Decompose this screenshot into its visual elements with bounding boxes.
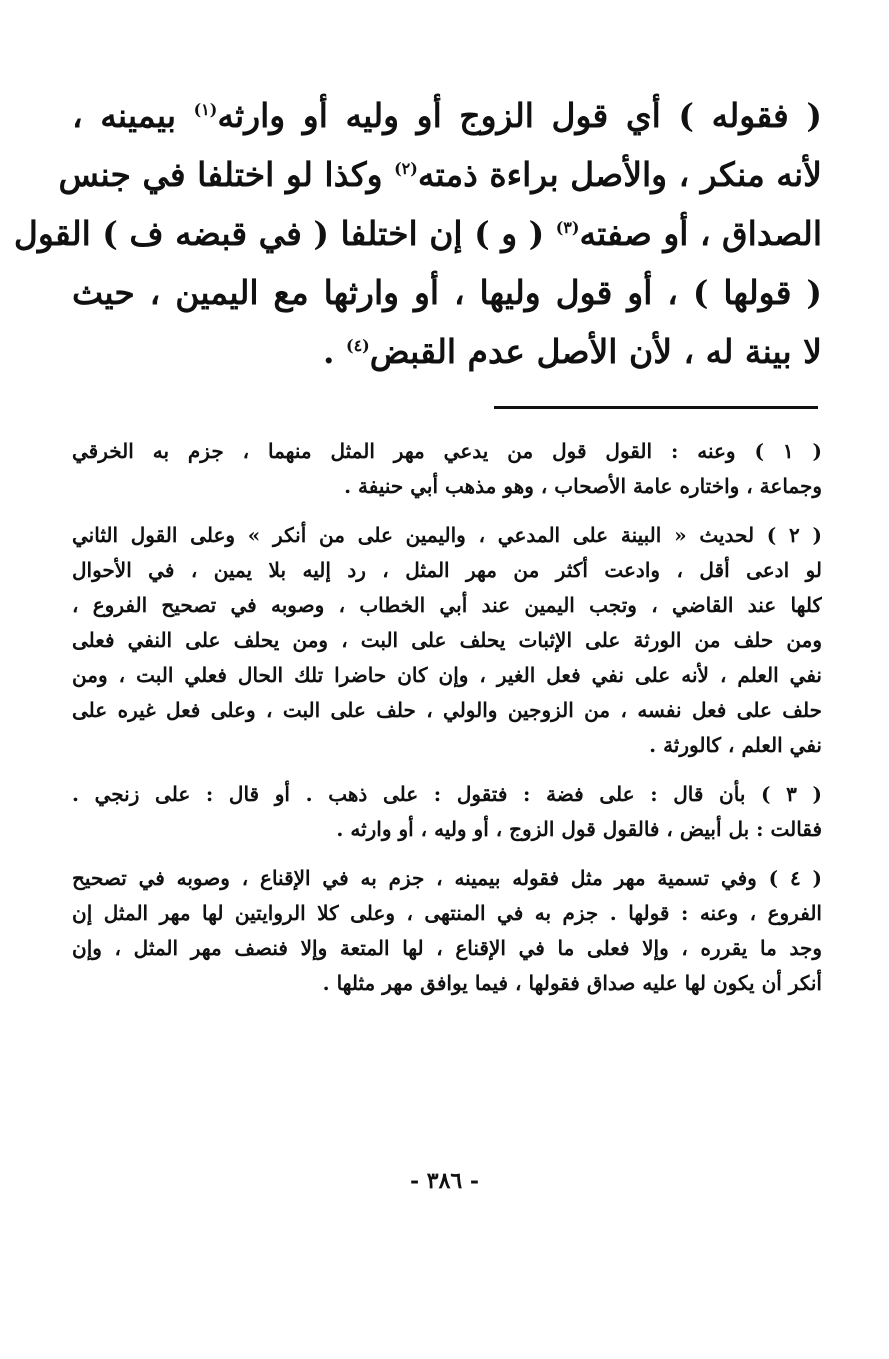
main-line-text: الصداق ، أو صفته xyxy=(579,214,822,253)
footnote-ref-1[interactable]: (١) xyxy=(193,100,218,119)
footnote-2 xyxy=(72,518,822,763)
footnote-1 xyxy=(72,434,822,504)
footnote-line: حلف على فعل نفسه ، من الزوجين والولي ، حلف على البت ، وعلى فعل غيره على xyxy=(72,698,822,722)
footnote-line: أنكر أن يكون لها عليه صداق فقولها ، فيما يوافق مهر مثلها . xyxy=(322,971,822,995)
footnote-line: الفروع ، وعنه : قولها . جزم به في المنتهى ، وعلى كلا الروايتين لها مهر المثل إن xyxy=(72,901,822,925)
main-line-text: لأنه منكر ، والأصل براءة ذمته xyxy=(417,155,822,194)
main-line-5 xyxy=(72,322,822,381)
footnote-ref-4[interactable]: (٤) xyxy=(346,336,370,355)
footnote-4 xyxy=(72,861,822,1001)
main-text xyxy=(13,86,822,381)
footnote-line: ( ٢ ) لحديث « البينة على المدعي ، واليمين على من أنكر » وعلى القول الثاني xyxy=(72,523,822,547)
page-number: - ٣٨٦ - xyxy=(409,1168,480,1194)
footnote-separator xyxy=(494,406,818,409)
footnote-line: ( ٤ ) وفي تسمية مهر مثل فقوله بيمينه ، جزم به في الإقناع ، وصوبه في تصحيح xyxy=(72,866,822,890)
footnote-ref-2[interactable]: (٢) xyxy=(394,159,418,178)
main-line-text: ( فقوله ) أي قول الزوج أو وليه أو وارثه xyxy=(217,96,822,135)
main-line-3 xyxy=(13,204,822,263)
main-line-1 xyxy=(72,86,822,145)
footnote-line: وجد ما يقرره ، وإلا فعلى ما في الإقناع ، لها المتعة وإلا فنصف مهر المثل ، وإن xyxy=(72,936,822,960)
main-line-text: ( قولها ) ، أو قول وليها ، أو وارثها مع اليمين ، حيث xyxy=(72,273,822,312)
footnote-line: لو ادعى أقل ، وادعت أكثر من مهر المثل ، رد إليه بلا يمين ، في الأحوال xyxy=(72,558,822,582)
footnote-line: نفي العلم ، لأنه على نفي فعل الغير ، وإن كان حاضرا تلك الحال فعلي البت ، ومن xyxy=(72,663,822,687)
main-line-2 xyxy=(58,145,822,204)
footnote-line: كلها عند القاضي ، وتجب اليمين عند أبي الخطاب ، وصوبه في تصحيح الفروع ، xyxy=(72,593,822,617)
footnote-line: نفي العلم ، كالورثة . xyxy=(649,733,822,757)
main-line-text: لا بينة له ، لأن الأصل عدم القبض xyxy=(369,332,822,371)
footnote-3 xyxy=(72,777,822,847)
footnote-line: وجماعة ، واختاره عامة الأصحاب ، وهو مذهب أبي حنيفة . xyxy=(344,474,822,498)
footnote-line: ( ٣ ) بأن قال : على فضة : فتقول : على ذهب . أو قال : على زنجي . xyxy=(72,782,822,806)
main-line-text: ( و ) إن اختلفا ( في قبضه ف ) القول xyxy=(13,214,556,253)
main-line-text: وكذا لو اختلفا في جنس xyxy=(58,155,395,194)
main-line-4 xyxy=(72,263,822,322)
footnotes xyxy=(72,434,822,1015)
footnote-ref-3[interactable]: (٣) xyxy=(555,218,580,237)
main-line-text: بيمينه ، xyxy=(72,96,194,135)
footnote-line: فقالت : بل أبيض ، فالقول قول الزوج ، أو وليه ، أو وارثه . xyxy=(336,817,822,841)
main-line-text: . xyxy=(323,332,346,371)
footnote-line: ومن حلف من الورثة على الإثبات يحلف على البت ، ومن يحلف على النفي فعلى xyxy=(72,628,822,652)
footnote-line: ( ١ ) وعنه : القول قول من يدعي مهر المثل منهما ، جزم به الخرقي xyxy=(72,439,822,463)
